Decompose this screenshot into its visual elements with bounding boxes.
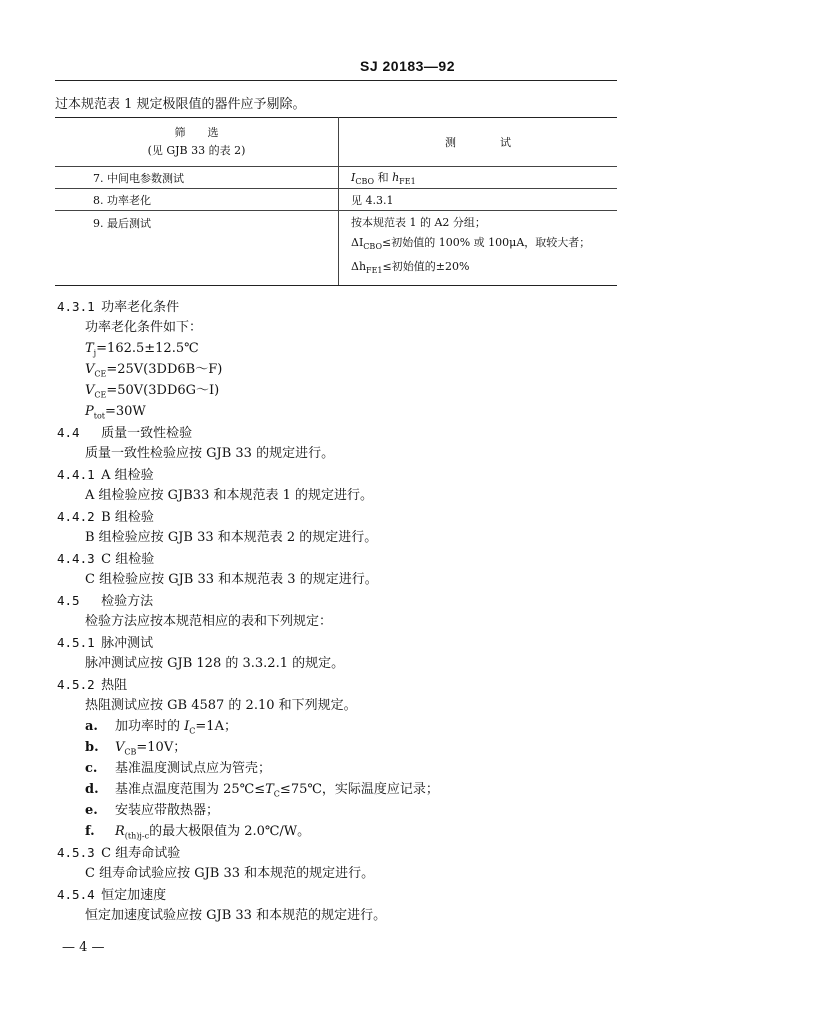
section-heading-4-4-3: 4.4.3 C 组检验	[57, 551, 155, 567]
table-cell-test: $I_{CBO}$ 和 $h_{FE1}$	[339, 167, 618, 189]
section-heading-4-5-2: 4.5.2 热阻	[57, 677, 128, 693]
page-number: — 4 —	[62, 940, 105, 955]
condition-vce-1: $V_{CE}=25V(3DD6B\sim F)$	[85, 362, 223, 379]
table-cell-step: 8. 功率老化	[55, 189, 339, 211]
document-code: SJ 20183—92	[359, 58, 456, 74]
table-row	[55, 189, 617, 211]
section-heading-4-4-2: 4.4.2 B 组检验	[57, 509, 154, 525]
paragraph: C 组检验应按 GJB 33 和本规范表 3 的规定进行。	[85, 572, 378, 587]
list-item: d. 基准点温度范围为 $25℃\le T_C\le 75℃$，实际温度应记录；	[85, 782, 439, 799]
paragraph: 脉冲测试应按 GJB 128 的 3.3.2.1 的规定。	[85, 656, 345, 671]
table-cell-test: 见 4.3.1	[339, 189, 618, 211]
list-item: f. $R_{(th)j-c}$的最大极限值为 2.0℃/W。	[85, 824, 311, 841]
table-cell-test: 按本规范表 1 的 A2 分组； $\Delta I_{CBO}\le$初始值的 100% 或 100μA，取较大者； $\Delta h_{FE1}\le$初始值的±20%	[339, 211, 618, 286]
header-screening-title: 筛 选	[174, 126, 219, 139]
table-cell-step: 9. 最后测试	[55, 211, 339, 286]
paragraph: A 组检验应按 GJB33 和本规范表 1 的规定进行。	[85, 488, 374, 503]
table-row	[55, 167, 617, 189]
paragraph: 检验方法应按本规范相应的表和下列规定：	[85, 614, 333, 629]
section-heading-4-5: 4.5 检验方法	[57, 593, 154, 609]
paragraph: 功率老化条件如下：	[85, 320, 203, 335]
intro-text: 过本规范表 1 规定极限值的器件应予剔除。	[55, 97, 306, 112]
table-header-row	[55, 118, 617, 167]
list-item: b. $V_{CB}=10V$；	[85, 740, 187, 757]
paragraph: 恒定加速度试验应按 GJB 33 和本规范的规定进行。	[85, 908, 387, 923]
header-screening-ref: (见 GJB 33 的表 2)	[147, 144, 246, 157]
list-item: a. 加功率时的 $I_C=1A$；	[85, 719, 237, 736]
section-heading-4-5-4: 4.5.4 恒定加速度	[57, 887, 167, 903]
condition-tj: $T_j=162.5\pm 12.5℃$	[85, 341, 199, 358]
paragraph: C 组寿命试验应按 GJB 33 和本规范的规定进行。	[85, 866, 375, 881]
screening-table	[55, 117, 617, 286]
section-heading-4-3-1: 4.3.1 功率老化条件	[57, 299, 180, 315]
list-item: e. 安装应带散热器；	[85, 803, 220, 818]
list-item: c. 基准温度测试点应为管壳；	[85, 761, 272, 776]
table-row	[55, 211, 617, 286]
condition-vce-2: $V_{CE}=50V(3DD6G\sim I)$	[85, 383, 220, 400]
header-test: 测 试	[339, 118, 618, 167]
paragraph: 质量一致性检验应按 GJB 33 的规定进行。	[85, 446, 335, 461]
header-screening	[55, 118, 339, 167]
header-rule	[55, 80, 617, 81]
section-heading-4-5-1: 4.5.1 脉冲测试	[57, 635, 154, 651]
paragraph: B 组检验应按 GJB 33 和本规范表 2 的规定进行。	[85, 530, 378, 545]
section-heading-4-4-1: 4.4.1 A 组检验	[57, 467, 154, 483]
table-cell-step: 7. 中间电参数测试	[55, 167, 339, 189]
section-heading-4-4: 4.4 质量一致性检验	[57, 425, 193, 441]
section-heading-4-5-3: 4.5.3 C 组寿命试验	[57, 845, 181, 861]
body-text	[57, 296, 617, 926]
condition-ptot: $P_{tot}=30W$	[85, 404, 146, 421]
paragraph: 热阻测试应按 GB 4587 的 2.10 和下列规定。	[85, 698, 357, 713]
